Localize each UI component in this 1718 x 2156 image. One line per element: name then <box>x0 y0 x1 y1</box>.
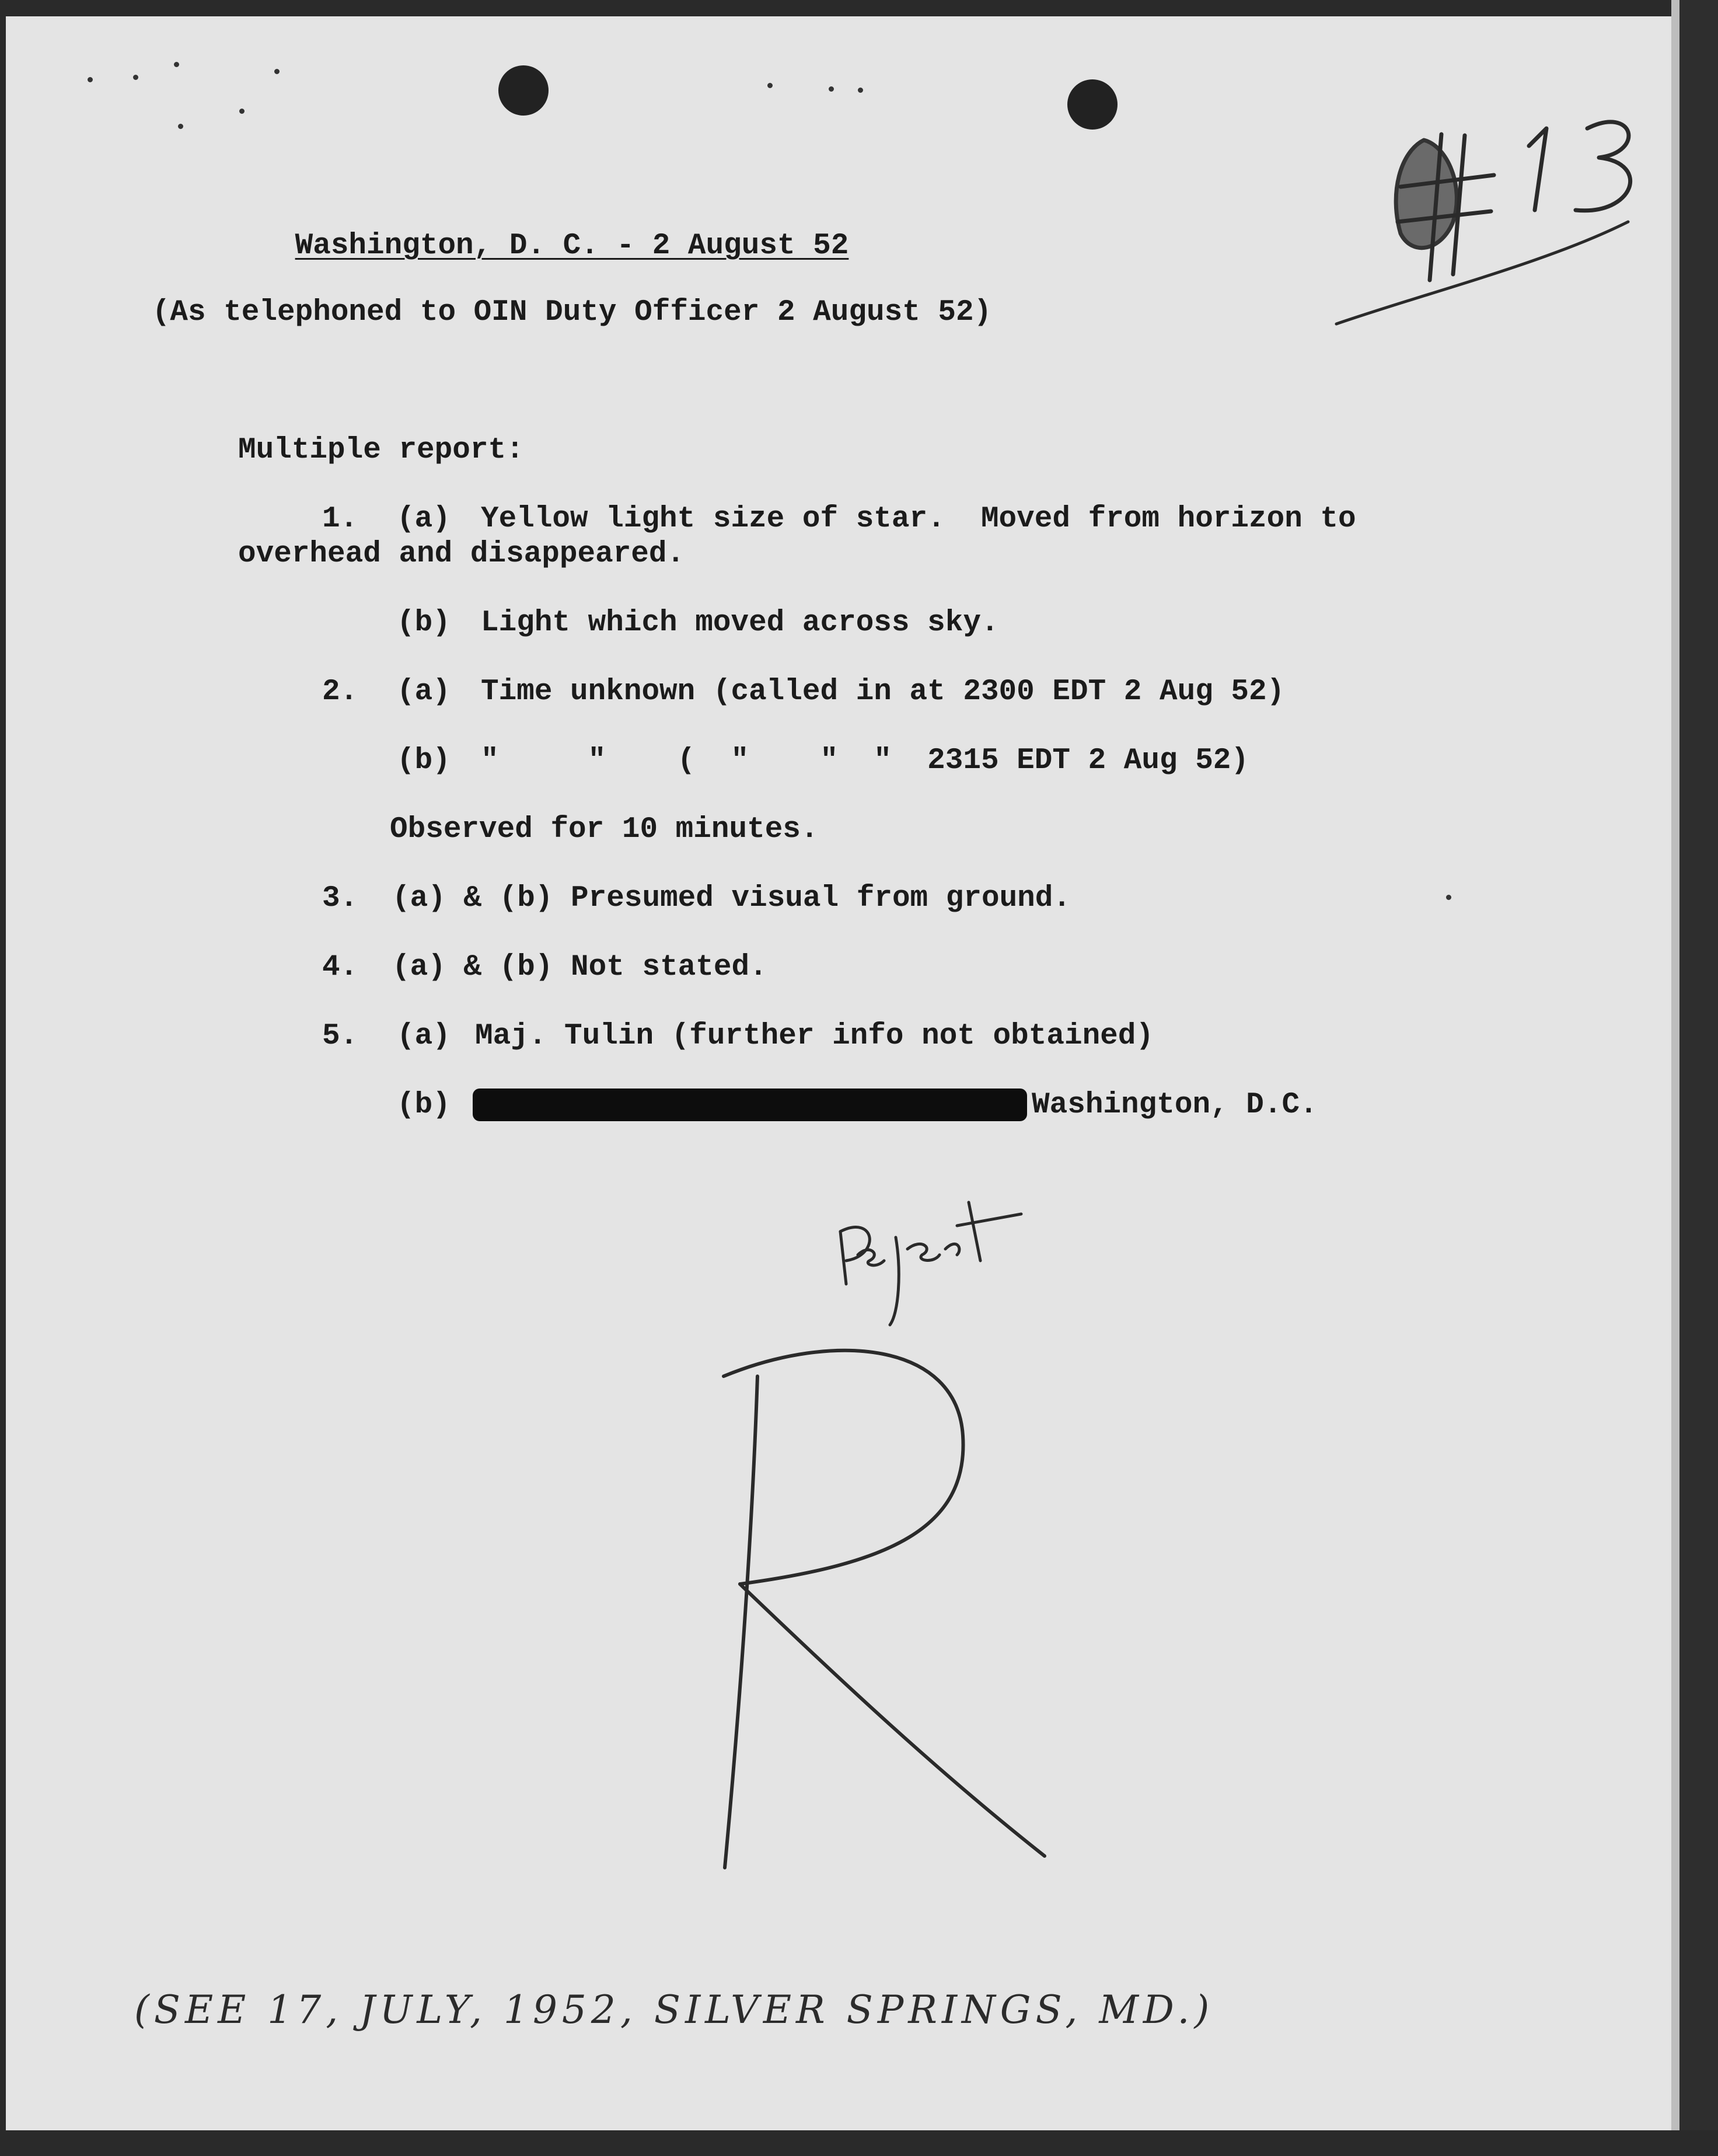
item-5a-label: (a) <box>397 1020 451 1053</box>
item-2-number: 2. <box>322 675 358 709</box>
item-2a-text: Time unknown (called in at 2300 EDT 2 Aug 52) <box>481 675 1285 709</box>
item-1a-label: (a) <box>397 503 451 536</box>
item-3-text: (a) & (b) Presumed visual from ground. <box>392 882 1071 915</box>
item-5b-label: (b) <box>397 1089 451 1122</box>
reject-handwriting <box>840 1202 1021 1325</box>
handwritten-footer-note: (SEE 17, JULY, 1952, SILVER SPRINGS, MD.) <box>134 1987 1214 2032</box>
item-1b-label: (b) <box>397 606 451 640</box>
page-title: Washington, D. C. - 2 August 52 <box>295 229 849 263</box>
report-intro: Multiple report: <box>238 434 524 467</box>
item-5b-text: Washington, D.C. <box>1032 1089 1318 1122</box>
item-2a-label: (a) <box>397 675 451 709</box>
item-1-number: 1. <box>322 503 358 536</box>
item-5a-text: Maj. Tulin (further info not obtained) <box>475 1020 1154 1053</box>
item-1a-continuation: overhead and disappeared. <box>238 538 685 571</box>
item-1b-text: Light which moved across sky. <box>481 606 999 640</box>
item-4-number: 4. <box>322 951 358 984</box>
case-number-handwriting <box>1336 122 1630 324</box>
item-2-note: Observed for 10 minutes. <box>390 813 819 846</box>
item-4-text: (a) & (b) Not stated. <box>392 951 767 984</box>
item-1a-text: Yellow light size of star. Moved from horizon to <box>481 503 1356 536</box>
item-3-number: 3. <box>322 882 358 915</box>
item-2b-text: " " ( " " " 2315 EDT 2 Aug 52) <box>481 744 1249 777</box>
item-5-number: 5. <box>322 1020 358 1053</box>
large-r-mark <box>724 1351 1045 1868</box>
item-2b-label: (b) <box>397 744 451 777</box>
page-subtitle: (As telephoned to OIN Duty Officer 2 August 52) <box>152 296 992 329</box>
